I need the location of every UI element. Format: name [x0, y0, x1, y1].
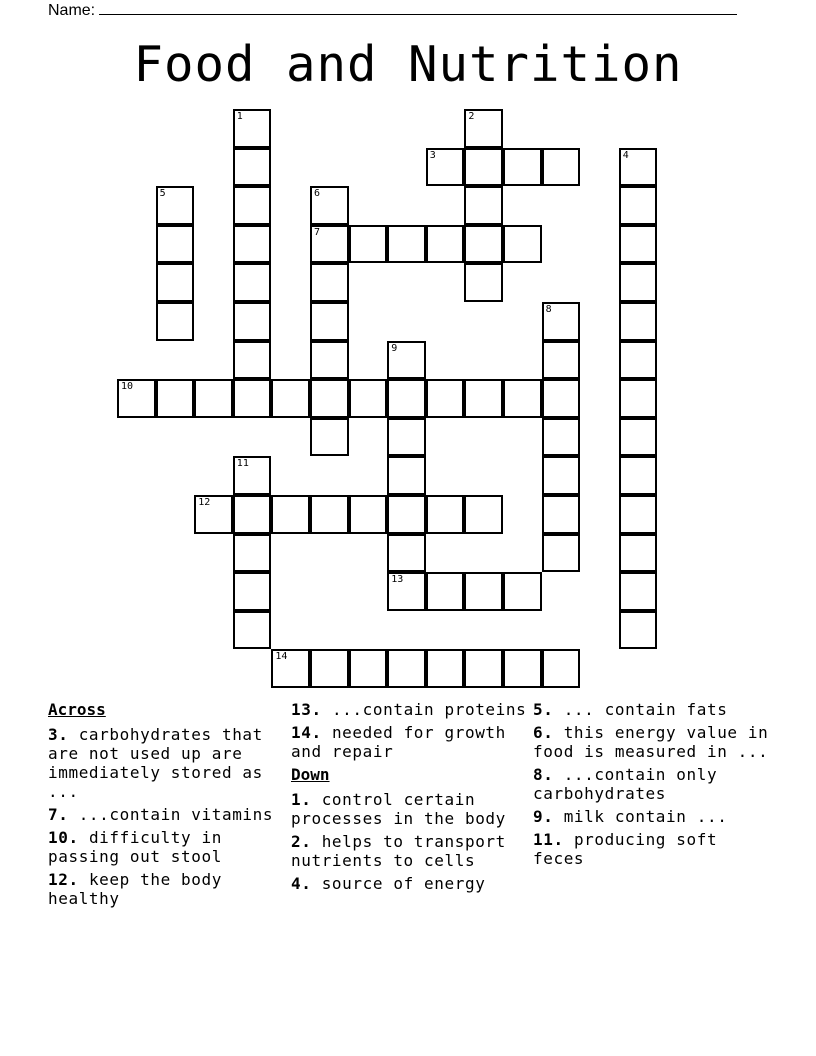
grid-cell[interactable] — [503, 649, 542, 688]
clue-number: 7 — [314, 226, 321, 238]
grid-cell[interactable] — [349, 649, 388, 688]
grid-cell[interactable] — [233, 341, 272, 380]
grid-cell[interactable] — [464, 225, 503, 264]
clue-item — [291, 874, 527, 893]
grid-cell[interactable] — [387, 495, 426, 534]
grid-cell[interactable] — [464, 263, 503, 302]
clues-column-2 — [291, 700, 527, 897]
grid-cell[interactable] — [464, 186, 503, 225]
grid-cell-8[interactable] — [542, 302, 581, 341]
clue-item-text: ... contain fats — [563, 700, 728, 719]
grid-cell-12[interactable] — [194, 495, 233, 534]
across-clue-list-continued — [291, 700, 527, 761]
grid-cell[interactable] — [233, 302, 272, 341]
down-clue-list-continued — [533, 700, 773, 868]
clue-number: 13 — [391, 574, 404, 586]
grid-cell-11[interactable] — [233, 456, 272, 495]
grid-cell[interactable] — [233, 186, 272, 225]
grid-cell-13[interactable] — [387, 572, 426, 611]
clue-number: 1 — [236, 111, 243, 122]
clue-item-text: producing soft feces — [533, 830, 718, 868]
grid-cell[interactable] — [310, 263, 349, 302]
clue-item — [48, 805, 284, 824]
clue-item-number: 2. — [291, 832, 312, 851]
grid-cell[interactable] — [156, 379, 195, 418]
grid-cell[interactable] — [464, 572, 503, 611]
grid-cell[interactable] — [194, 379, 233, 418]
clue-number: 11 — [236, 458, 249, 470]
grid-cell[interactable] — [464, 649, 503, 688]
clue-number: 12 — [198, 497, 211, 508]
grid-cell[interactable] — [387, 649, 426, 688]
clue-item — [533, 807, 773, 826]
grid-cell[interactable] — [426, 649, 465, 688]
grid-cell[interactable] — [619, 379, 658, 418]
grid-cell[interactable] — [310, 649, 349, 688]
clue-item — [533, 830, 773, 868]
clue-item — [48, 870, 284, 908]
grid-cell[interactable] — [619, 418, 658, 457]
clue-number: 5 — [159, 188, 166, 200]
grid-cell[interactable] — [619, 495, 658, 534]
down-clue-list — [291, 790, 527, 893]
clue-item-number: 3. — [48, 725, 69, 744]
grid-cell[interactable] — [271, 495, 310, 534]
grid-cell[interactable] — [387, 225, 426, 264]
clue-item-text: keep the body healthy — [48, 870, 222, 908]
grid-cell[interactable] — [503, 572, 542, 611]
grid-cell[interactable] — [542, 418, 581, 457]
grid-cell-6[interactable] — [310, 186, 349, 225]
down-heading: Down — [291, 765, 330, 784]
clue-item-number: 6. — [533, 723, 554, 742]
grid-cell[interactable] — [619, 456, 658, 495]
clue-item-number: 12. — [48, 870, 79, 889]
clue-item-text: this energy value in food is measured in ... — [533, 723, 769, 761]
grid-cell[interactable] — [310, 341, 349, 380]
clue-item-text: difficulty in passing out stool — [48, 828, 222, 866]
clue-item-text: ...contain vitamins — [78, 805, 274, 824]
grid-cell[interactable] — [310, 379, 349, 418]
clue-item-text: milk contain ... — [563, 807, 728, 826]
across-heading: Across — [48, 700, 106, 719]
clue-item-number: 8. — [533, 765, 554, 784]
grid-cell[interactable] — [233, 263, 272, 302]
clue-item-number: 5. — [533, 700, 554, 719]
clue-item-number: 10. — [48, 828, 79, 847]
grid-cell[interactable] — [464, 148, 503, 187]
clue-item-text: source of energy — [321, 874, 486, 893]
clue-item-text: ...contain only carbohydrates — [533, 765, 718, 803]
grid-cell[interactable] — [619, 302, 658, 341]
grid-cell-7[interactable] — [310, 225, 349, 264]
clue-number: 4 — [622, 149, 629, 161]
clue-item — [533, 700, 773, 719]
clue-item — [48, 828, 284, 866]
grid-cell[interactable] — [542, 456, 581, 495]
grid-cell[interactable] — [619, 611, 658, 650]
clue-item-text: control certain processes in the body — [291, 790, 506, 828]
clues-column-3 — [533, 700, 773, 872]
grid-cell[interactable] — [619, 263, 658, 302]
grid-cell[interactable] — [503, 225, 542, 264]
clues-column-1 — [48, 700, 284, 912]
grid-cell[interactable] — [464, 379, 503, 418]
clue-item-number: 9. — [533, 807, 554, 826]
grid-cell[interactable] — [310, 302, 349, 341]
clue-item-number: 14. — [291, 723, 322, 742]
grid-cell[interactable] — [349, 495, 388, 534]
grid-cell[interactable] — [233, 572, 272, 611]
grid-cell-10[interactable] — [117, 379, 156, 418]
grid-cell[interactable] — [542, 148, 581, 187]
grid-cell-14[interactable] — [271, 649, 310, 688]
clue-item — [291, 832, 527, 870]
clue-item-number: 1. — [291, 790, 312, 809]
grid-cell-4[interactable] — [619, 148, 658, 187]
clue-item — [291, 700, 527, 719]
clue-number: 8 — [545, 304, 552, 315]
grid-cell[interactable] — [542, 495, 581, 534]
grid-cell[interactable] — [349, 225, 388, 264]
grid-cell-1[interactable] — [233, 109, 272, 148]
clue-item-text: helps to transport nutrients to cells — [291, 832, 506, 870]
grid-cell[interactable] — [233, 379, 272, 418]
clue-item — [291, 723, 527, 761]
grid-cell[interactable] — [156, 302, 195, 341]
grid-cell[interactable] — [233, 611, 272, 650]
grid-cell[interactable] — [310, 418, 349, 457]
grid-cell[interactable] — [233, 534, 272, 573]
grid-cell[interactable] — [542, 379, 581, 418]
grid-cell[interactable] — [233, 148, 272, 187]
grid-cell-5[interactable] — [156, 186, 195, 225]
grid-cell[interactable] — [349, 379, 388, 418]
grid-cell[interactable] — [387, 534, 426, 573]
grid-cell[interactable] — [542, 534, 581, 573]
grid-cell[interactable] — [426, 379, 465, 418]
grid-cell[interactable] — [619, 534, 658, 573]
clue-item-number: 11. — [533, 830, 564, 849]
grid-cell[interactable] — [503, 148, 542, 187]
grid-cell[interactable] — [387, 379, 426, 418]
puzzle-title: Food and Nutrition — [133, 36, 683, 93]
name-label: Name: — [48, 2, 96, 19]
grid-cell[interactable] — [426, 495, 465, 534]
clue-number: 2 — [468, 111, 475, 122]
grid-cell-9[interactable] — [387, 341, 426, 380]
grid-cell[interactable] — [503, 379, 542, 418]
grid-cell[interactable] — [233, 225, 272, 264]
grid-cell-2[interactable] — [464, 109, 503, 148]
clue-item — [533, 765, 773, 803]
grid-cell[interactable] — [156, 225, 195, 264]
grid-cell[interactable] — [233, 495, 272, 534]
grid-cell[interactable] — [156, 263, 195, 302]
clue-item-text: carbohydrates that are not used up are immediately stored as ... — [48, 725, 263, 801]
grid-cell[interactable] — [619, 341, 658, 380]
clue-number: 3 — [429, 149, 436, 161]
across-clue-list — [48, 725, 284, 908]
grid-cell[interactable] — [542, 649, 581, 688]
grid-cell[interactable] — [387, 418, 426, 457]
clue-item — [48, 725, 284, 801]
clue-item-number: 13. — [291, 700, 322, 719]
clue-number: 10 — [121, 381, 134, 393]
clue-item — [291, 790, 527, 828]
clue-item-number: 7. — [48, 805, 69, 824]
grid-cell[interactable] — [464, 495, 503, 534]
clue-item-text: ...contain proteins — [331, 700, 527, 719]
clue-number: 14 — [275, 651, 288, 663]
grid-cell[interactable] — [387, 456, 426, 495]
grid-cell-3[interactable] — [426, 148, 465, 187]
grid-cell[interactable] — [310, 495, 349, 534]
grid-cell[interactable] — [426, 572, 465, 611]
clue-item — [533, 723, 773, 761]
grid-cell[interactable] — [542, 341, 581, 380]
clue-item-number: 4. — [291, 874, 312, 893]
clue-number: 9 — [391, 342, 398, 354]
clue-item-text: needed for growth and repair — [291, 723, 506, 761]
grid-cell[interactable] — [619, 225, 658, 264]
grid-cell[interactable] — [619, 186, 658, 225]
grid-cell[interactable] — [271, 379, 310, 418]
grid-cell[interactable] — [619, 572, 658, 611]
grid-cell[interactable] — [426, 225, 465, 264]
clue-number: 6 — [314, 188, 321, 200]
